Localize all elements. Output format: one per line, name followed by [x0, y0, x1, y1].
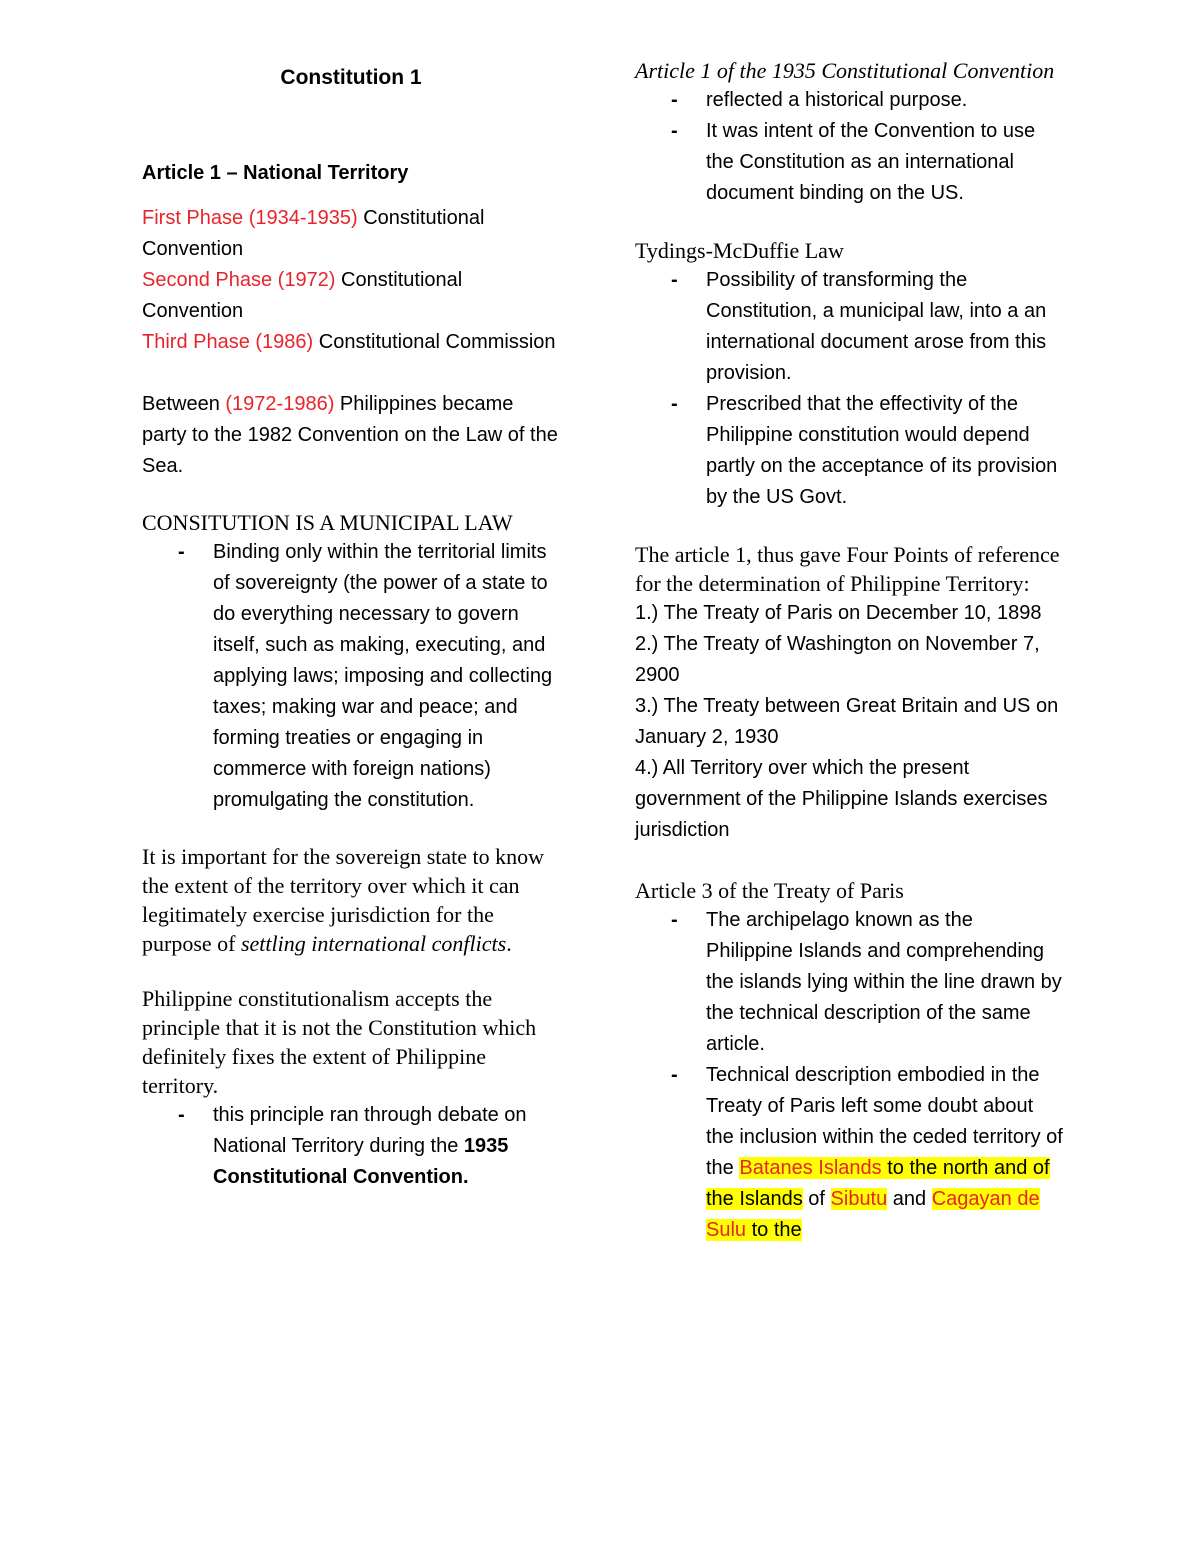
list-item-text: reflected a historical purpose. [706, 89, 968, 111]
list-item [635, 265, 1065, 389]
four-point-2: 2.) The Treaty of Washington on November 7, 2900 [635, 633, 1040, 686]
importance-text: It is important for the sovereign state to know the extent of the territory over which it can legitimately exercise jurisdiction for the purpose of [142, 844, 545, 956]
list-item [142, 537, 562, 816]
dash-bullet: - [671, 120, 678, 142]
phase-second-label: Second Phase (1972) [142, 269, 336, 291]
phase-third-label: Third Phase (1986) [142, 331, 314, 353]
phase-first-label: First Phase (1934-1935) [142, 207, 358, 229]
principle-list [142, 1100, 562, 1193]
list-item [635, 85, 1065, 116]
list-item-text: and [887, 1188, 932, 1210]
phase-first-rest: Constitutional Convention [142, 207, 485, 260]
list-item-text: of [802, 1188, 831, 1210]
page-title: Constitution 1 [280, 66, 422, 89]
highlight-cagayan: Cagayan de Sulu [706, 1188, 1040, 1241]
list-item-text: Prescribed that the effectivity of the Philippine constitution would depend partly on the acceptance of its provision by the US Govt. [706, 393, 1058, 508]
municipal-law-heading: CONSITUTION IS A MUNICIPAL LAW [142, 510, 513, 535]
list-item [635, 905, 1065, 1060]
highlight-tail: to the [746, 1219, 802, 1241]
principle-text: this principle ran through debate on National Territory during the [213, 1104, 527, 1157]
constitutionalism-paragraph: Philippine constitutionalism accepts the principle that it is not the Constitution which definitely fixes the extent of Philippine territory. [142, 986, 537, 1098]
list-item-text: Possibility of transforming the Constitution, a municipal law, into a an international document arose from this provision. [706, 269, 1047, 384]
between-paragraph [142, 389, 562, 482]
dash-bullet: - [671, 269, 678, 291]
importance-end: . [506, 931, 512, 956]
list-item-text: Technical description embodied in the Treaty of Paris left some doubt about the inclusion within the ceded territory of the [706, 1064, 1063, 1179]
list-item-text: It was intent of the Convention to use the Constitution as an international document binding on the US. [706, 120, 1036, 204]
phase-second-rest: Constitutional Convention [142, 269, 463, 322]
between-pre: Between [142, 393, 226, 415]
dash-bullet: - [178, 541, 185, 563]
dash-bullet: - [671, 89, 678, 111]
article-3-heading: Article 3 of the Treaty of Paris [635, 878, 904, 903]
four-point-4: 4.) All Territory over which the present government of the Philippine Islands exercises jurisdiction [635, 757, 1048, 841]
importance-paragraph [142, 842, 562, 958]
principle-bold: 1935 Constitutional Convention. [213, 1135, 509, 1188]
dash-bullet: - [671, 1064, 678, 1086]
phase-first [142, 203, 562, 265]
phase-third-rest: Constitutional Commission [313, 331, 556, 353]
highlight-batanes: Batanes Islands [739, 1157, 882, 1179]
tydings-heading: Tydings-McDuffie Law [635, 238, 844, 263]
phase-third [142, 327, 562, 358]
left-column [142, 56, 562, 1193]
dash-bullet: - [671, 909, 678, 931]
tydings-list [635, 265, 1065, 513]
municipal-law-bullet-text: Binding only within the territorial limits of sovereignty (the power of a state to do everything necessary to govern itself, such as making, executing, and applying laws; imposing and collecting taxes; making war and peace; and forming treaties or engaging in commerce with foreign nations) promulgating the constitution. [213, 541, 553, 811]
article-1-1935-list [635, 85, 1065, 209]
right-column [635, 56, 1065, 1246]
list-item [635, 116, 1065, 209]
list-item [635, 389, 1065, 513]
between-years: (1972-1986) [225, 393, 335, 415]
list-item [142, 1100, 562, 1193]
article-1-1935-heading: Article 1 of the 1935 Constitutional Convention [635, 58, 1055, 83]
four-point-3: 3.) The Treaty between Great Britain and US on January 2, 1930 [635, 695, 1059, 748]
highlight-sibutu: Sibutu [830, 1188, 888, 1210]
list-item-text: The archipelago known as the Philippine Islands and comprehending the islands lying within the line drawn by the technical description of the same article. [706, 909, 1062, 1055]
four-points-heading: The article 1, thus gave Four Points of reference for the determination of Philippine Territory: [635, 542, 1060, 596]
between-post: Philippines became party to the 1982 Convention on the Law of the Sea. [142, 393, 558, 477]
article-3-list [635, 905, 1065, 1246]
highlight-north: to the north and of the Islands [706, 1157, 1050, 1210]
four-point-1: 1.) The Treaty of Paris on December 10, 1898 [635, 602, 1042, 624]
municipal-law-list [142, 537, 562, 816]
phase-second [142, 265, 562, 327]
dash-bullet: - [671, 393, 678, 415]
importance-italic: settling international conflicts [240, 931, 507, 956]
article-1-heading: Article 1 – National Territory [142, 162, 409, 184]
dash-bullet: - [178, 1104, 185, 1126]
list-item [635, 1060, 1065, 1246]
